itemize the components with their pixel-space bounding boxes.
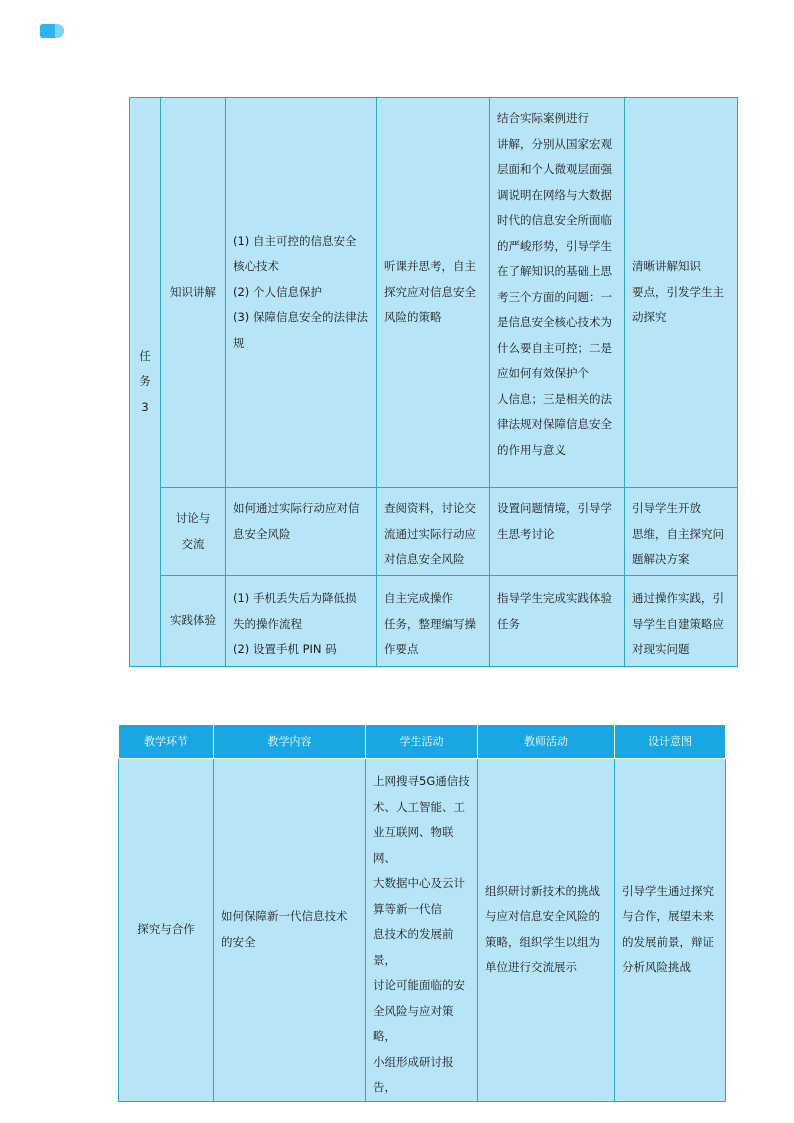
stage-cell xyxy=(161,488,226,576)
teacher-line: 单位进行交流展示 xyxy=(485,960,577,975)
lesson-plan-table-task3 xyxy=(129,97,738,667)
student-line: 息技术的发展前景， xyxy=(373,927,454,967)
design-intent-cell xyxy=(625,576,738,667)
design-intent-cell xyxy=(615,759,726,1102)
design-intent-cell xyxy=(625,98,738,488)
task-label-char: 3 xyxy=(141,399,149,414)
stage-cell: 探究与合作 xyxy=(119,759,214,1102)
page-corner-marker xyxy=(40,24,64,38)
intent-line: 通过操作实践，引 xyxy=(632,591,724,605)
header-teacher-activity: 教师活动 xyxy=(478,725,615,759)
student-line: 流通过实际行动应 xyxy=(384,526,476,541)
teacher-line: 律法规对保障信息安全 xyxy=(497,417,612,431)
table-row-practice xyxy=(130,576,738,667)
intent-line: 清晰讲解知识 xyxy=(632,259,701,274)
teacher-activity-cell xyxy=(490,488,625,576)
teacher-line: 结合实际案例进行 xyxy=(497,111,589,125)
teacher-line: 层面和个人微观层面强 xyxy=(497,162,612,176)
student-line: 业互联网、物联网、 xyxy=(373,825,454,865)
student-line: 讨论可能面临的安 xyxy=(373,978,465,992)
student-line: 自主完成操作 xyxy=(384,591,453,605)
student-line: 小组形成研讨报告， xyxy=(373,1054,454,1094)
teacher-line: 的严峻形势，引导学生 xyxy=(497,238,612,253)
content-cell xyxy=(226,98,377,488)
student-line: 探究应对信息安全 xyxy=(384,284,476,299)
content-line: (1) 手机丢失后为降低损 xyxy=(233,591,357,605)
teacher-line: 什么要自主可控；二是 xyxy=(497,340,612,355)
table-row-knowledge xyxy=(130,98,738,488)
stage-line: 讨论与 xyxy=(175,511,211,525)
student-line: 对信息安全风险 xyxy=(384,552,465,566)
intent-line: 题解决方案 xyxy=(632,552,690,566)
student-activity-cell xyxy=(366,759,478,1102)
table-row-discussion xyxy=(130,488,738,576)
intent-line: 对现实问题 xyxy=(632,642,690,656)
student-line: 查阅资料，讨论交 xyxy=(384,501,476,515)
stage-cell: 实践体验 xyxy=(161,576,226,667)
teacher-line: 讲解，分别从国家宏观 xyxy=(497,136,612,151)
stage-cell: 知识讲解 xyxy=(161,98,226,488)
teacher-activity-cell xyxy=(490,576,625,667)
teacher-line: 在了解知识的基础上思 xyxy=(497,264,612,278)
student-line: 任务，整理编写操 xyxy=(384,616,476,631)
content-line: (3) 保障信息安全的法律法 xyxy=(233,310,368,325)
student-line: 算等新一代信 xyxy=(373,901,442,916)
task-label-char: 任 xyxy=(139,348,151,363)
teacher-line: 组织研讨新技术的挑战 xyxy=(485,883,600,898)
task-label-cell xyxy=(130,98,161,667)
student-line: 上网搜寻5G通信技 xyxy=(373,774,470,788)
content-line: (2) 个人信息保护 xyxy=(233,284,322,299)
stage-line: 交流 xyxy=(181,536,205,551)
student-line: 全风险与应对策略， xyxy=(373,1003,454,1043)
intent-line: 要点，引发学生主 xyxy=(632,284,724,299)
student-line: 风险的策略 xyxy=(384,310,442,325)
student-line: 听课并思考，自主 xyxy=(384,259,476,274)
student-line: 作要点 xyxy=(384,642,419,656)
teacher-line: 人信息；三是相关的法 xyxy=(497,391,612,406)
content-cell xyxy=(226,576,377,667)
table-row-explore xyxy=(119,759,726,1102)
content-cell xyxy=(226,488,377,576)
intent-line: 分析风险挑战 xyxy=(622,960,691,975)
task-label-char: 务 xyxy=(139,374,151,389)
teacher-line: 任务 xyxy=(497,616,520,631)
intent-line: 引导学生通过探究 xyxy=(622,883,714,898)
content-line: (2) 设置手机 PIN 码 xyxy=(233,642,337,656)
content-cell xyxy=(214,759,366,1102)
teacher-line: 应如何有效保护个 xyxy=(497,366,589,380)
content-line: 如何通过实际行动应对信 xyxy=(233,501,360,515)
intent-line: 动探究 xyxy=(632,310,667,325)
teacher-line: 设置问题情境，引导学 xyxy=(497,501,612,515)
teacher-activity-cell xyxy=(478,759,615,1102)
teacher-line: 指导学生完成实践体验 xyxy=(497,591,612,605)
header-design-intent: 设计意图 xyxy=(615,725,726,759)
teacher-line: 生思考讨论 xyxy=(497,526,555,541)
student-line: 术、人工智能、工 xyxy=(373,799,465,814)
intent-line: 引导学生开放 xyxy=(632,501,701,515)
content-line: 的安全 xyxy=(221,934,256,949)
teacher-line: 调说明在网络与大数据 xyxy=(497,187,612,202)
teacher-line: 是信息安全核心技术为 xyxy=(497,315,612,329)
teacher-line: 与应对信息安全风险的 xyxy=(485,909,600,924)
content-line: 规 xyxy=(233,335,245,350)
student-line: 大数据中心及云计 xyxy=(373,876,465,890)
student-activity-cell xyxy=(377,98,490,488)
design-intent-cell xyxy=(625,488,738,576)
content-line: (1) 自主可控的信息安全 xyxy=(233,233,357,248)
content-line: 失的操作流程 xyxy=(233,616,302,631)
teacher-line: 策略，组织学生以组为 xyxy=(485,934,600,949)
teacher-activity-cell xyxy=(490,98,625,488)
intent-line: 与合作，展望未来 xyxy=(622,909,714,924)
content-line: 如何保障新一代信息技术 xyxy=(221,909,348,924)
content-line: 核心技术 xyxy=(233,259,279,274)
student-activity-cell xyxy=(377,576,490,667)
teacher-line: 时代的信息安全所面临 xyxy=(497,213,612,227)
header-stage: 教学环节 xyxy=(119,725,214,759)
intent-line: 的发展前景，辩证 xyxy=(622,934,714,949)
lesson-plan-table-explore xyxy=(118,724,726,1102)
teacher-line: 考三个方面的问题：一 xyxy=(497,289,612,304)
student-activity-cell xyxy=(377,488,490,576)
intent-line: 思维，自主探究问 xyxy=(632,526,724,541)
header-content: 教学内容 xyxy=(214,725,366,759)
intent-line: 导学生自建策略应 xyxy=(632,616,724,631)
teacher-line: 的作用与意义 xyxy=(497,442,566,457)
table-header-row xyxy=(119,725,726,759)
header-student-activity: 学生活动 xyxy=(366,725,478,759)
content-line: 息安全风险 xyxy=(233,526,291,541)
